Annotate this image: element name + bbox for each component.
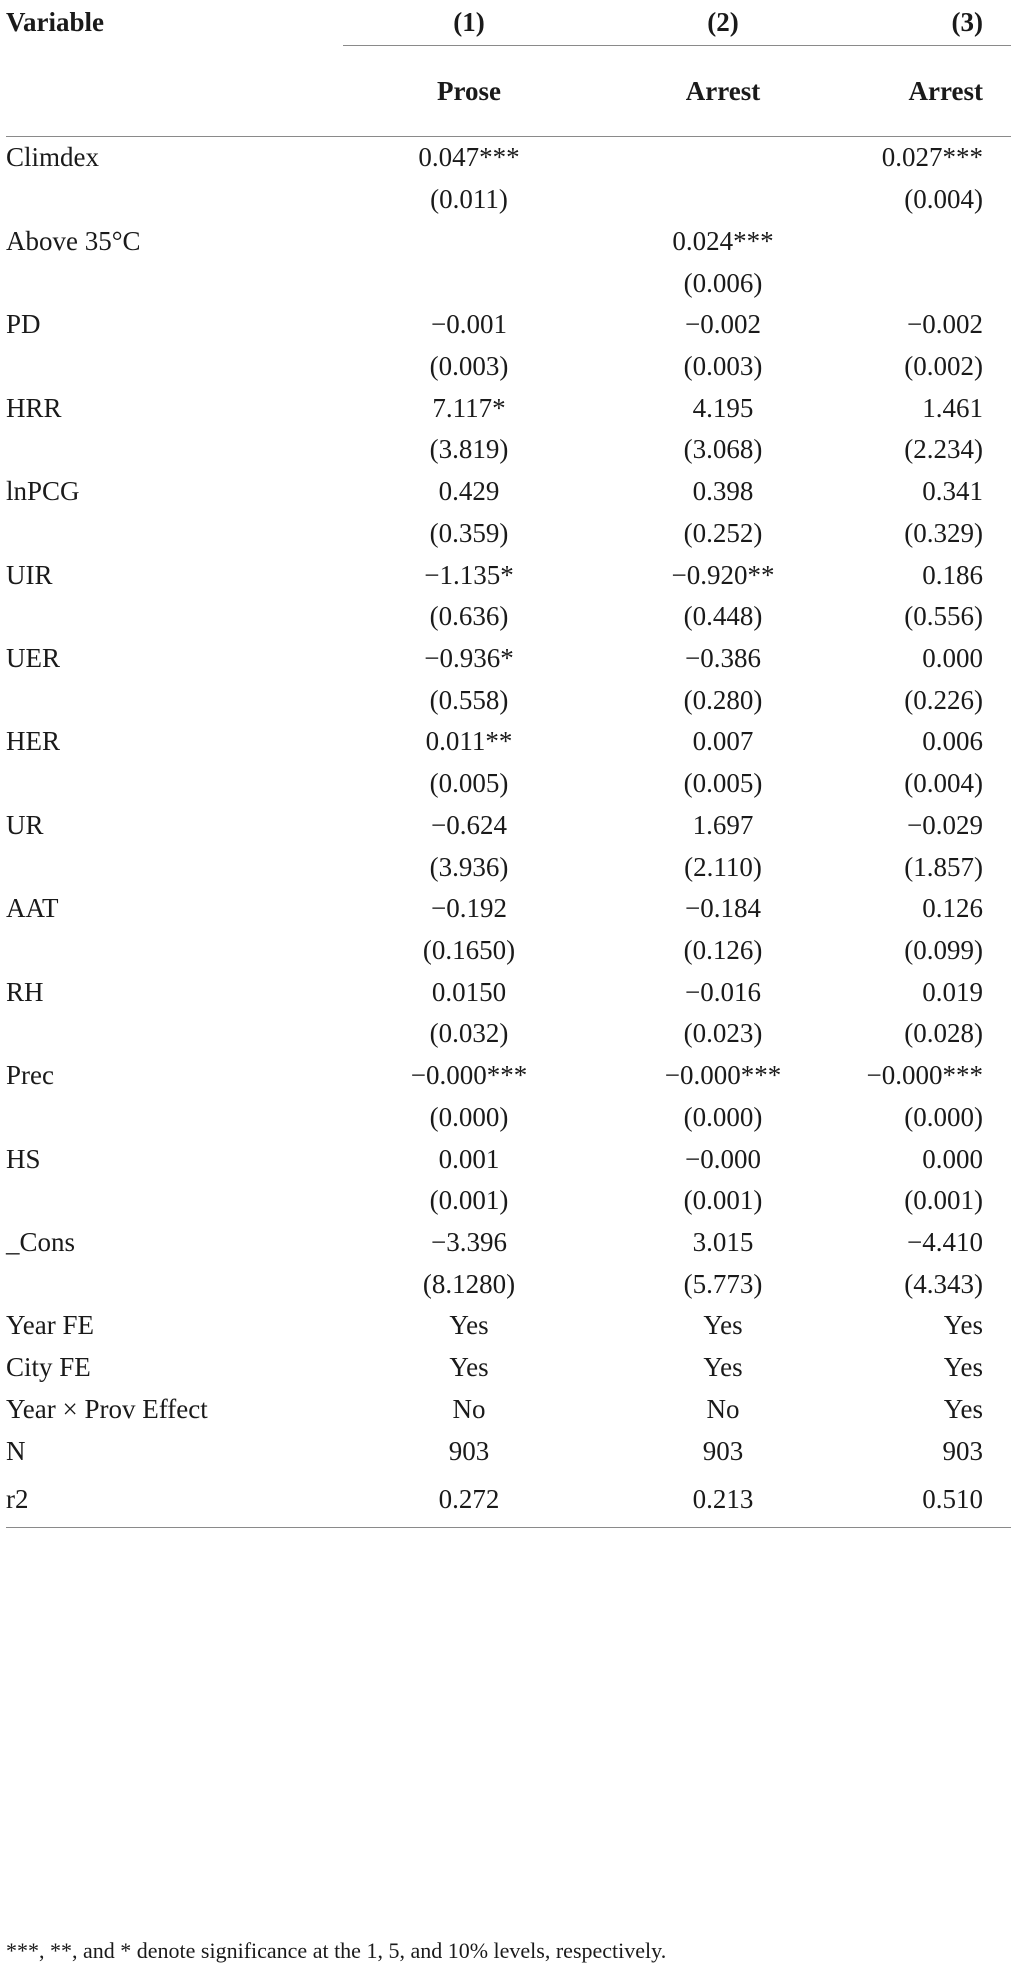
cell-col-1: 0.429 (438, 476, 500, 507)
column-number-2: (2) (707, 7, 739, 37)
table-row (6, 1055, 1011, 1097)
row-label (6, 1180, 343, 1222)
cell-col-3: (0.329) (904, 517, 983, 548)
cell-col-1: −0.624 (431, 809, 507, 840)
cell-col-1 (343, 262, 595, 304)
table-row (6, 137, 1011, 179)
cell-col-2: 0.398 (692, 476, 754, 507)
table-row (6, 888, 1011, 930)
cell-col-2: −0.000*** (664, 1060, 782, 1091)
cell-col-3: (1.857) (904, 851, 983, 882)
row-label: Climdex (6, 142, 99, 173)
table-row (6, 763, 1011, 805)
cell-col-1: −3.396 (431, 1227, 507, 1258)
table-row (6, 1472, 1011, 1528)
row-label: UR (6, 809, 44, 840)
row-label (6, 763, 343, 805)
cell-col-1: 7.117* (432, 392, 506, 423)
cell-col-1: (0.000) (429, 1101, 509, 1132)
table-row (6, 1097, 1011, 1139)
row-label: r2 (6, 1472, 343, 1528)
cell-col-2: −0.002 (685, 309, 761, 340)
cell-col-1: 0.011** (425, 726, 513, 757)
cell-col-3: 0.341 (922, 476, 983, 507)
cell-col-3: (0.000) (904, 1101, 983, 1132)
cell-col-2: (3.068) (683, 434, 763, 465)
cell-col-3: −0.002 (907, 309, 983, 340)
column-number-3: (3) (951, 7, 983, 37)
row-label (6, 346, 343, 388)
cell-col-3: 0.027*** (881, 142, 983, 173)
cell-col-1: 0.272 (343, 1472, 595, 1528)
significance-footnote: ***, **, and * denote significance at the 1, 5, and 10% levels, respectively. (6, 1938, 667, 1963)
row-label: City FE (6, 1352, 91, 1383)
table-row (6, 471, 1011, 513)
cell-col-1: (0.001) (429, 1185, 509, 1216)
cell-col-3: (0.004) (904, 768, 983, 799)
cell-col-1: (3.936) (429, 851, 509, 882)
table-row (6, 679, 1011, 721)
row-label: UIR (6, 559, 53, 590)
cell-col-2: 4.195 (692, 392, 754, 423)
cell-col-2: 0.024*** (672, 225, 774, 256)
cell-col-3: 903 (942, 1435, 983, 1466)
table-row (6, 596, 1011, 638)
cell-col-1: (3.819) (429, 434, 509, 465)
row-label (6, 512, 343, 554)
cell-col-2: −0.016 (685, 976, 761, 1007)
table-row (6, 1430, 1011, 1472)
cell-col-1: (0.011) (430, 184, 508, 215)
cell-col-3: 0.126 (922, 893, 983, 924)
table-row (6, 1389, 1011, 1431)
cell-col-3: (4.343) (904, 1268, 983, 1299)
cell-col-2: (0.252) (683, 517, 763, 548)
cell-col-2: (0.005) (683, 768, 763, 799)
cell-col-2: (0.280) (683, 684, 763, 715)
cell-col-3: 1.461 (922, 392, 983, 423)
row-label: HRR (6, 392, 62, 423)
cell-col-2: 903 (702, 1435, 744, 1466)
cell-col-2: −0.000 (685, 1143, 761, 1174)
cell-col-2: 0.213 (595, 1472, 851, 1528)
table-row (6, 1222, 1011, 1264)
cell-col-2: Yes (703, 1352, 743, 1383)
row-label: Prec (6, 1060, 54, 1091)
row-label: RH (6, 976, 44, 1007)
row-label (6, 262, 343, 304)
cell-col-3: (2.234) (904, 434, 983, 465)
cell-col-1: −0.000*** (410, 1060, 528, 1091)
cell-col-3: (0.028) (904, 1018, 983, 1049)
row-label: Year × Prov Effect (6, 1393, 208, 1424)
table-row (6, 346, 1011, 388)
cell-col-3: 0.006 (922, 726, 983, 757)
header-spacer (6, 46, 343, 137)
cell-col-3: −0.029 (907, 809, 983, 840)
cell-col-1: Yes (449, 1310, 489, 1341)
cell-col-2: −0.920** (671, 559, 775, 590)
cell-col-2: (0.000) (683, 1101, 763, 1132)
cell-col-2 (595, 179, 851, 221)
row-label: Year FE (6, 1310, 95, 1341)
cell-col-1: 0.047*** (418, 142, 520, 173)
cell-col-3: 0.000 (922, 1143, 983, 1174)
cell-col-2: (0.126) (683, 935, 763, 966)
cell-col-2: Yes (703, 1310, 743, 1341)
row-label (6, 846, 343, 888)
cell-col-1: (0.003) (429, 350, 509, 381)
table-row (6, 1347, 1011, 1389)
cell-col-2: 0.007 (692, 726, 754, 757)
table-row (6, 1138, 1011, 1180)
variable-header: Variable (6, 7, 105, 38)
table-row (6, 1263, 1011, 1305)
cell-col-3: 0.510 (851, 1472, 1011, 1528)
table-row (6, 220, 1011, 262)
row-label (6, 596, 343, 638)
table-row (6, 179, 1011, 221)
column-name-1: Prose (343, 46, 595, 137)
row-label (6, 679, 343, 721)
header-row-numbers (6, 0, 1011, 46)
cell-col-3 (851, 262, 1011, 304)
cell-col-3: −4.410 (907, 1227, 983, 1258)
cell-col-1: (0.005) (429, 768, 509, 799)
row-label: Above 35°C (6, 225, 141, 256)
table-body (6, 137, 1011, 1528)
row-label (6, 1013, 343, 1055)
cell-col-1: −0.936* (424, 642, 514, 673)
regression-table (6, 0, 1011, 1528)
cell-col-2 (595, 137, 851, 179)
table-row (6, 304, 1011, 346)
cell-col-3: 0.186 (922, 559, 983, 590)
cell-col-1: 903 (448, 1435, 490, 1466)
header-row-names (6, 46, 1011, 137)
cell-col-3: (0.226) (904, 684, 983, 715)
cell-col-2: −0.184 (685, 893, 761, 924)
column-name-2: Arrest (595, 46, 851, 137)
cell-col-1: (0.1650) (422, 935, 516, 966)
row-label: AAT (6, 893, 59, 924)
table-row (6, 387, 1011, 429)
table-row (6, 638, 1011, 680)
row-label: N (6, 1435, 26, 1466)
cell-col-3: Yes (943, 1393, 983, 1424)
row-label: UER (6, 642, 60, 673)
row-label (6, 1097, 343, 1139)
table-row (6, 554, 1011, 596)
cell-col-2: (0.003) (683, 350, 763, 381)
table-row (6, 930, 1011, 972)
row-label (6, 930, 343, 972)
cell-col-1: 0.0150 (431, 976, 507, 1007)
column-number-1: (1) (453, 7, 485, 37)
row-label: lnPCG (6, 476, 80, 507)
cell-col-2: 3.015 (692, 1227, 754, 1258)
cell-col-1: −1.135* (424, 559, 514, 590)
table-row (6, 721, 1011, 763)
cell-col-3: Yes (943, 1310, 983, 1341)
cell-col-3: (0.099) (904, 935, 983, 966)
row-label: PD (6, 309, 41, 340)
cell-col-3: 0.000 (922, 642, 983, 673)
table-row (6, 262, 1011, 304)
cell-col-3 (851, 220, 1011, 262)
cell-col-2: (0.448) (683, 601, 763, 632)
cell-col-2: No (706, 1393, 740, 1424)
table-row (6, 846, 1011, 888)
row-label (6, 429, 343, 471)
cell-col-3: (0.556) (904, 601, 983, 632)
cell-col-1: −0.001 (431, 309, 507, 340)
table-row (6, 429, 1011, 471)
cell-col-2: 1.697 (692, 809, 754, 840)
row-label: _Cons (6, 1227, 76, 1258)
cell-col-1 (343, 220, 595, 262)
cell-col-3: −0.000*** (866, 1060, 983, 1091)
cell-col-2: (0.001) (683, 1185, 763, 1216)
cell-col-2: (0.023) (683, 1018, 763, 1049)
column-name-3: Arrest (851, 46, 1011, 137)
cell-col-3: (0.002) (904, 350, 983, 381)
row-label: HS (6, 1143, 41, 1174)
row-label (6, 1263, 343, 1305)
cell-col-1: −0.192 (431, 893, 507, 924)
cell-col-1: (0.359) (429, 517, 509, 548)
table-row (6, 512, 1011, 554)
table-row (6, 805, 1011, 847)
cell-col-3: (0.004) (904, 184, 983, 215)
table-row (6, 1180, 1011, 1222)
cell-col-3: Yes (943, 1352, 983, 1383)
cell-col-2: (0.006) (683, 267, 763, 298)
cell-col-1: (0.636) (429, 601, 509, 632)
cell-col-1: (0.558) (429, 684, 509, 715)
table-row (6, 971, 1011, 1013)
cell-col-1: 0.001 (438, 1143, 500, 1174)
cell-col-1: (0.032) (429, 1018, 509, 1049)
cell-col-2: −0.386 (685, 642, 761, 673)
table-row (6, 1305, 1011, 1347)
cell-col-1: (8.1280) (422, 1268, 516, 1299)
cell-col-1: No (452, 1393, 486, 1424)
row-label (6, 179, 343, 221)
table-row (6, 1013, 1011, 1055)
cell-col-3: (0.001) (904, 1185, 983, 1216)
row-label: HER (6, 726, 60, 757)
cell-col-2: (2.110) (684, 851, 762, 882)
cell-col-1: Yes (449, 1352, 489, 1383)
cell-col-2: (5.773) (683, 1268, 763, 1299)
cell-col-3: 0.019 (922, 976, 983, 1007)
